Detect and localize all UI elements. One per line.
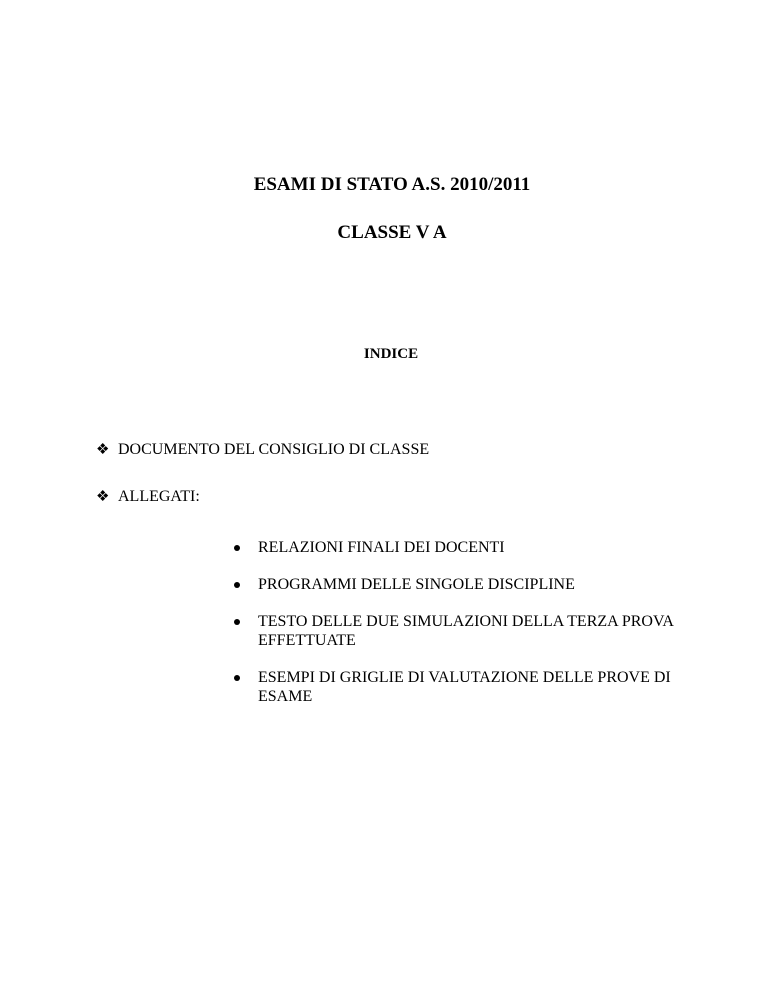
bullet-dot-icon xyxy=(234,675,240,681)
diamond-bullet-icon: ❖ xyxy=(96,441,110,458)
index-heading: INDICE xyxy=(363,346,419,362)
list-item xyxy=(234,575,704,594)
index-item-allegati xyxy=(96,488,200,506)
bullet-dot-icon xyxy=(234,619,240,625)
list-item xyxy=(234,668,704,706)
list-item xyxy=(234,612,704,650)
list-item-text: TESTO DELLE DUE SIMULAZIONI DELLA TERZA PROVA EFFETTUATE xyxy=(258,613,674,649)
bullet-dot-icon xyxy=(234,582,240,588)
allegati-list xyxy=(234,538,704,724)
list-item-text: ESEMPI DI GRIGLIE DI VALUTAZIONE DELLE PROVE DI ESAME xyxy=(258,669,671,705)
list-item-text: PROGRAMMI DELLE SINGOLE DISCIPLINE xyxy=(258,576,575,593)
bullet-dot-icon xyxy=(234,545,240,551)
index-item-label: DOCUMENTO DEL CONSIGLIO DI CLASSE xyxy=(118,441,430,458)
list-item-text: RELAZIONI FINALI DEI DOCENTI xyxy=(258,539,505,556)
index-item-label: ALLEGATI: xyxy=(118,488,200,505)
class-title: CLASSE V A xyxy=(337,222,447,243)
diamond-bullet-icon: ❖ xyxy=(96,488,110,505)
index-item-documento xyxy=(96,441,429,459)
document-title: ESAMI DI STATO A.S. 2010/2011 xyxy=(253,174,531,195)
list-item xyxy=(234,538,704,557)
